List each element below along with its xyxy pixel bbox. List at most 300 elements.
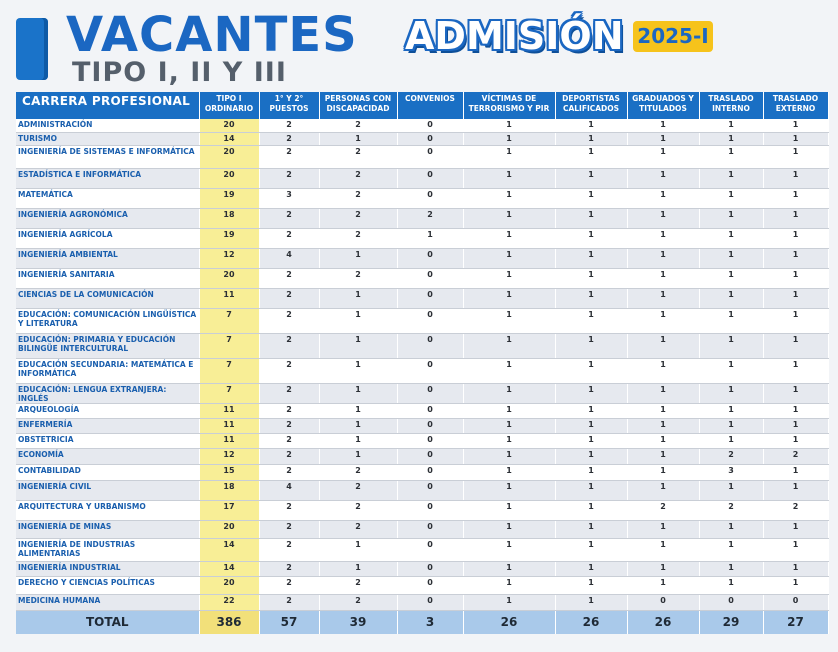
vacancy-count: 1 [627, 383, 699, 403]
vacancy-count: 2 [319, 500, 397, 520]
vacancy-count: 1 [555, 538, 627, 561]
vacancy-count: 1 [463, 358, 555, 383]
vacancy-count: 1 [627, 288, 699, 308]
vacancy-count: 1 [627, 208, 699, 228]
career-name: DERECHO Y CIENCIAS POLÍTICAS [16, 576, 199, 594]
vacancy-count: 1 [319, 418, 397, 433]
vacancy-count: 2 [259, 520, 319, 538]
vacancy-count: 0 [627, 594, 699, 610]
vacancy-count: 1 [555, 268, 627, 288]
vacancy-count: 1 [699, 208, 763, 228]
vacancy-count: 2 [319, 464, 397, 480]
vacancy-count: 0 [397, 500, 463, 520]
vacancy-count: 1 [463, 480, 555, 500]
career-name: ECONOMÍA [16, 448, 199, 464]
vacancy-count: 7 [199, 358, 259, 383]
table-row [16, 308, 828, 333]
vacancy-count: 1 [763, 228, 828, 248]
vacancy-count: 1 [555, 168, 627, 188]
career-name: ENFERMERÍA [16, 418, 199, 433]
vacancy-count: 3 [699, 464, 763, 480]
career-name: INGENIERÍA CIVIL [16, 480, 199, 500]
career-name: OBSTETRICIA [16, 433, 199, 448]
vacancy-count: 1 [763, 561, 828, 576]
vacancy-count: 19 [199, 188, 259, 208]
vacancy-count: 1 [555, 464, 627, 480]
header [0, 0, 838, 92]
vacancy-count: 2 [259, 132, 319, 145]
vacancy-count: 1 [627, 333, 699, 358]
vacancy-count: 1 [699, 433, 763, 448]
vacancy-count: 2 [319, 576, 397, 594]
vacancy-count: 1 [627, 520, 699, 538]
vacancy-count: 1 [319, 383, 397, 403]
vacancy-count: 1 [555, 208, 627, 228]
vacancy-count: 1 [463, 500, 555, 520]
vacancy-count: 2 [319, 520, 397, 538]
career-name: CONTABILIDAD [16, 464, 199, 480]
vacancy-count: 20 [199, 268, 259, 288]
total-count: 26 [555, 610, 627, 634]
vacancy-count: 20 [199, 119, 259, 132]
table-row [16, 418, 828, 433]
vacancy-count: 1 [699, 358, 763, 383]
table-row [16, 500, 828, 520]
vacancy-count: 2 [259, 538, 319, 561]
vacancy-count: 0 [397, 119, 463, 132]
vacancy-count: 20 [199, 520, 259, 538]
total-count: 26 [627, 610, 699, 634]
vacancy-count: 0 [397, 480, 463, 500]
vacancy-count: 19 [199, 228, 259, 248]
vacancy-count: 22 [199, 594, 259, 610]
table-row [16, 538, 828, 561]
vacancy-count: 2 [259, 418, 319, 433]
vacancy-count: 1 [555, 576, 627, 594]
vacancy-count: 1 [463, 561, 555, 576]
vacancy-count: 12 [199, 448, 259, 464]
vacancy-count: 1 [627, 248, 699, 268]
vacancy-count: 1 [463, 288, 555, 308]
vacancy-count: 2 [699, 448, 763, 464]
vacancy-count: 1 [763, 520, 828, 538]
vacancy-count: 11 [199, 433, 259, 448]
vacancy-count: 0 [397, 594, 463, 610]
total-count: 39 [319, 610, 397, 634]
vacancy-count: 1 [319, 358, 397, 383]
table-row [16, 594, 828, 610]
vacancy-count: 1 [463, 333, 555, 358]
vacancy-count: 1 [763, 308, 828, 333]
vacancy-count: 1 [463, 594, 555, 610]
vacancy-count: 2 [259, 383, 319, 403]
column-header: 1° Y 2° PUESTOS [259, 92, 319, 119]
vacancy-count: 1 [627, 433, 699, 448]
vacancy-count: 1 [627, 576, 699, 594]
career-name: INGENIERÍA SANITARIA [16, 268, 199, 288]
vacancy-count: 1 [699, 576, 763, 594]
table-row [16, 248, 828, 268]
total-count: 57 [259, 610, 319, 634]
vacancy-count: 1 [699, 383, 763, 403]
decorative-bar [16, 18, 48, 80]
table-row [16, 228, 828, 248]
column-header: GRADUADOS Y TITULADOS [627, 92, 699, 119]
vacancy-count: 18 [199, 480, 259, 500]
vacancy-count: 1 [627, 119, 699, 132]
vacancy-count: 1 [763, 333, 828, 358]
vacancy-count: 1 [463, 248, 555, 268]
table-row [16, 520, 828, 538]
vacancy-count: 7 [199, 308, 259, 333]
vacancy-count: 0 [397, 576, 463, 594]
vacancy-count: 2 [319, 268, 397, 288]
vacancy-count: 1 [463, 433, 555, 448]
vacancy-count: 1 [699, 333, 763, 358]
vacancy-count: 1 [319, 448, 397, 464]
vacancy-count: 0 [397, 383, 463, 403]
vacancy-count: 0 [397, 464, 463, 480]
vacancy-count: 11 [199, 288, 259, 308]
vacancy-count: 0 [397, 248, 463, 268]
vacancy-count: 1 [555, 188, 627, 208]
table-row [16, 188, 828, 208]
table-row [16, 480, 828, 500]
vacancy-count: 14 [199, 561, 259, 576]
vacancy-count: 1 [763, 288, 828, 308]
column-header: DEPORTISTAS CALIFICADOS [555, 92, 627, 119]
vacancy-count: 1 [763, 168, 828, 188]
vacancy-count: 1 [763, 464, 828, 480]
vacancy-count: 1 [627, 308, 699, 333]
page-title: VACANTES [66, 7, 358, 63]
vacancy-count: 1 [555, 383, 627, 403]
vacancy-count: 0 [397, 358, 463, 383]
vacancy-count: 2 [699, 500, 763, 520]
vacancy-count: 1 [627, 448, 699, 464]
vacancy-count: 1 [627, 480, 699, 500]
vacancy-count: 1 [627, 538, 699, 561]
career-name: TURISMO [16, 132, 199, 145]
vacancy-count: 0 [699, 594, 763, 610]
table-row [16, 403, 828, 418]
total-label: TOTAL [16, 610, 199, 634]
vacancy-count: 1 [763, 480, 828, 500]
vacancy-count: 2 [259, 403, 319, 418]
vacancy-count: 1 [463, 383, 555, 403]
vacancy-count: 2 [259, 333, 319, 358]
vacancy-count: 1 [555, 594, 627, 610]
vacancy-count: 1 [627, 168, 699, 188]
vacancy-count: 1 [763, 538, 828, 561]
career-name: INGENIERÍA DE INDUSTRIAS ALIMENTARIAS [16, 538, 199, 561]
column-header: TRASLADO EXTERNO [763, 92, 828, 119]
vacancy-count: 1 [463, 119, 555, 132]
vacancy-count: 2 [259, 576, 319, 594]
vacancy-count: 1 [699, 288, 763, 308]
career-name: CIENCIAS DE LA COMUNICACIÓN [16, 288, 199, 308]
vacancy-count: 1 [627, 561, 699, 576]
column-header: VÍCTIMAS DE TERRORISMO Y PIR [463, 92, 555, 119]
vacancy-count: 1 [463, 464, 555, 480]
career-name: INGENIERÍA AMBIENTAL [16, 248, 199, 268]
table-row [16, 576, 828, 594]
vacancy-count: 1 [555, 228, 627, 248]
vacancy-count: 0 [397, 132, 463, 145]
vacancy-count: 0 [397, 403, 463, 418]
vacancy-count: 1 [627, 145, 699, 168]
vacancy-count: 1 [699, 418, 763, 433]
vacancy-count: 2 [319, 168, 397, 188]
vacancy-count: 1 [319, 248, 397, 268]
vacancy-count: 1 [463, 132, 555, 145]
vacancy-count: 0 [763, 594, 828, 610]
vacancy-count: 2 [259, 448, 319, 464]
vacancy-count: 1 [555, 333, 627, 358]
vacancy-count: 18 [199, 208, 259, 228]
career-name: INGENIERÍA DE SISTEMAS E INFORMÁTICA [16, 145, 199, 168]
vacancy-count: 1 [555, 403, 627, 418]
vacancy-count: 2 [763, 500, 828, 520]
vacancy-count: 2 [259, 268, 319, 288]
vacancy-count: 1 [555, 418, 627, 433]
vacancy-count: 1 [627, 228, 699, 248]
vacancy-count: 2 [259, 119, 319, 132]
vacancy-count: 20 [199, 145, 259, 168]
vacancy-count: 1 [699, 119, 763, 132]
career-name: INGENIERÍA DE MINAS [16, 520, 199, 538]
vacancy-count: 2 [319, 188, 397, 208]
vacancy-count: 0 [397, 520, 463, 538]
vacancy-count: 3 [259, 188, 319, 208]
year-badge: 2025-I [633, 21, 713, 52]
vacancy-count: 1 [627, 268, 699, 288]
vacancy-count: 1 [763, 119, 828, 132]
vacancy-count: 2 [259, 145, 319, 168]
vacancy-count: 1 [555, 288, 627, 308]
vacancy-count: 1 [319, 538, 397, 561]
vacancy-count: 1 [699, 538, 763, 561]
vacancy-count: 1 [763, 208, 828, 228]
vacancy-count: 2 [319, 119, 397, 132]
vacancy-count: 14 [199, 538, 259, 561]
vacancy-count: 1 [319, 308, 397, 333]
vacancy-count: 2 [259, 500, 319, 520]
column-header: TIPO I ORDINARIO [199, 92, 259, 119]
vacancy-count: 1 [763, 383, 828, 403]
vacancy-count: 1 [763, 145, 828, 168]
vacancy-count: 20 [199, 576, 259, 594]
total-count: 3 [397, 610, 463, 634]
career-name: ESTADÍSTICA E INFORMÁTICA [16, 168, 199, 188]
vacancy-count: 2 [319, 145, 397, 168]
vacancy-count: 2 [319, 228, 397, 248]
vacancy-count: 1 [699, 480, 763, 500]
column-header: PERSONAS CON DISCAPACIDAD [319, 92, 397, 119]
total-count: 27 [763, 610, 828, 634]
career-name: MATEMÁTICA [16, 188, 199, 208]
vacancy-count: 1 [699, 248, 763, 268]
vacancy-count: 1 [555, 448, 627, 464]
vacancy-count: 1 [555, 520, 627, 538]
vacancy-count: 0 [397, 418, 463, 433]
table-row [16, 288, 828, 308]
vacancy-count: 2 [627, 500, 699, 520]
vacancy-count: 1 [763, 403, 828, 418]
vacancy-count: 1 [555, 480, 627, 500]
vacancy-count: 0 [397, 145, 463, 168]
vacancy-count: 1 [397, 228, 463, 248]
vacancy-count: 1 [627, 464, 699, 480]
vacancy-count: 1 [555, 132, 627, 145]
table-row [16, 168, 828, 188]
vacancy-count: 1 [555, 500, 627, 520]
vacancy-count: 1 [463, 268, 555, 288]
career-name: EDUCACIÓN SECUNDARIA: MATEMÁTICA E INFORMÁTICA [16, 358, 199, 383]
table-row [16, 358, 828, 383]
vacancy-count: 1 [763, 576, 828, 594]
vacancy-count: 1 [555, 308, 627, 333]
vacancy-count: 2 [259, 464, 319, 480]
career-name: EDUCACIÓN: PRIMARIA Y EDUCACIÓN BILINGÜE INTERCULTURAL [16, 333, 199, 358]
career-name: MEDICINA HUMANA [16, 594, 199, 610]
career-name: INGENIERÍA INDUSTRIAL [16, 561, 199, 576]
vacancy-count: 14 [199, 132, 259, 145]
table-header-row [16, 92, 828, 119]
vacancy-count: 1 [627, 403, 699, 418]
vacancy-count: 1 [699, 561, 763, 576]
column-header: CONVENIOS [397, 92, 463, 119]
vacancy-count: 1 [763, 132, 828, 145]
vacancy-count: 2 [259, 288, 319, 308]
table-row [16, 383, 828, 403]
vacancy-count: 1 [699, 520, 763, 538]
vacancy-count: 0 [397, 538, 463, 561]
vacancy-count: 1 [319, 333, 397, 358]
vacancy-count: 1 [463, 188, 555, 208]
vacancy-count: 1 [463, 403, 555, 418]
vacancy-count: 1 [319, 132, 397, 145]
vacancy-count: 1 [699, 188, 763, 208]
vacancy-count: 1 [555, 248, 627, 268]
vacancy-count: 1 [699, 308, 763, 333]
vacancy-count: 4 [259, 480, 319, 500]
vacancy-count: 2 [259, 433, 319, 448]
vacancy-count: 2 [259, 358, 319, 383]
table-row [16, 268, 828, 288]
career-name: EDUCACIÓN: COMUNICACIÓN LINGÜÍSTICA Y LITERATURA [16, 308, 199, 333]
vacancy-count: 0 [397, 333, 463, 358]
vacancy-count: 1 [463, 520, 555, 538]
total-count: 29 [699, 610, 763, 634]
vacancy-count: 1 [319, 403, 397, 418]
vacancy-count: 1 [627, 358, 699, 383]
vacancy-count: 1 [555, 358, 627, 383]
vacancy-count: 17 [199, 500, 259, 520]
vacancy-count: 2 [259, 594, 319, 610]
vacancy-count: 2 [319, 480, 397, 500]
vacancy-count: 1 [463, 448, 555, 464]
vacancy-count: 1 [699, 145, 763, 168]
vacancy-count: 2 [763, 448, 828, 464]
total-count: 26 [463, 610, 555, 634]
admission-logo-text: ADMISIÓN [405, 14, 624, 58]
vacancy-count: 1 [463, 208, 555, 228]
vacancy-count: 1 [463, 308, 555, 333]
career-name: INGENIERÍA AGRÍCOLA [16, 228, 199, 248]
vacancy-count: 0 [397, 561, 463, 576]
vacancy-count: 2 [259, 208, 319, 228]
vacancy-count: 1 [763, 418, 828, 433]
vacancy-count: 2 [397, 208, 463, 228]
career-name: ARQUEOLOGÍA [16, 403, 199, 418]
total-row [16, 610, 828, 634]
vacancy-count: 1 [463, 168, 555, 188]
vacancy-count: 15 [199, 464, 259, 480]
vacancy-count: 11 [199, 403, 259, 418]
vacancy-count: 0 [397, 433, 463, 448]
table-row [16, 561, 828, 576]
vacancy-count: 1 [763, 248, 828, 268]
vacancy-count: 1 [699, 132, 763, 145]
vacancy-count: 2 [259, 228, 319, 248]
vacancy-count: 1 [555, 561, 627, 576]
vacancy-count: 1 [627, 418, 699, 433]
vacancy-count: 1 [699, 268, 763, 288]
table-row [16, 145, 828, 168]
vacancy-count: 0 [397, 308, 463, 333]
table-row [16, 464, 828, 480]
vacancy-count: 1 [699, 168, 763, 188]
vacancy-count: 0 [397, 188, 463, 208]
vacancy-count: 1 [627, 132, 699, 145]
vacancy-count: 7 [199, 333, 259, 358]
vacancy-count: 1 [555, 433, 627, 448]
vacancy-count: 1 [763, 268, 828, 288]
vacancy-count: 0 [397, 168, 463, 188]
vacancy-count: 1 [763, 188, 828, 208]
vacancy-count: 1 [319, 433, 397, 448]
vacancy-count: 1 [319, 288, 397, 308]
column-header: CARRERA PROFESIONAL [16, 92, 199, 119]
vacancy-count: 1 [463, 538, 555, 561]
vacancy-count: 7 [199, 383, 259, 403]
vacancy-count: 1 [699, 403, 763, 418]
vacancy-count: 2 [319, 594, 397, 610]
vacancy-count: 1 [463, 228, 555, 248]
vacancy-count: 0 [397, 448, 463, 464]
page-subtitle: TIPO I, II Y III [72, 57, 287, 88]
career-name: ARQUITECTURA Y URBANISMO [16, 500, 199, 520]
vacancy-count: 11 [199, 418, 259, 433]
vacancy-count: 2 [259, 561, 319, 576]
career-name: INGENIERÍA AGRONÓMICA [16, 208, 199, 228]
vacancy-count: 1 [555, 119, 627, 132]
vacancy-count: 2 [259, 308, 319, 333]
vacancy-count: 1 [699, 228, 763, 248]
vacancy-count: 1 [763, 358, 828, 383]
vacancy-count: 1 [463, 576, 555, 594]
column-header: TRASLADO INTERNO [699, 92, 763, 119]
vacancies-table [16, 92, 829, 634]
table-row [16, 333, 828, 358]
vacancy-count: 20 [199, 168, 259, 188]
table-row [16, 208, 828, 228]
vacancy-count: 2 [319, 208, 397, 228]
total-count: 386 [199, 610, 259, 634]
vacancy-count: 1 [627, 188, 699, 208]
vacancy-count: 1 [763, 433, 828, 448]
